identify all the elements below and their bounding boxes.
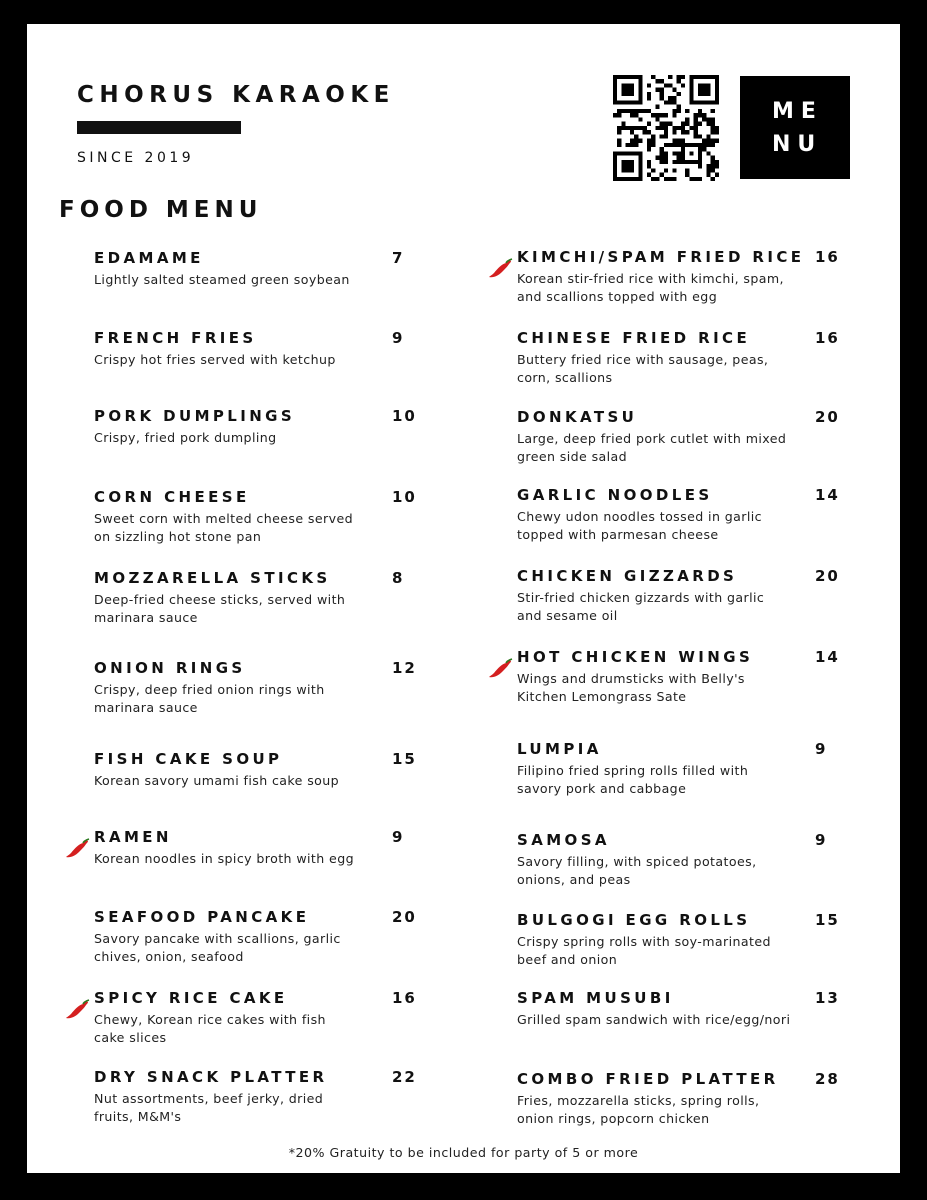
menu-item-price: 9: [815, 740, 828, 758]
menu-item-name: RAMEN: [94, 828, 172, 846]
menu-item-name: COMBO FRIED PLATTER: [517, 1070, 779, 1088]
menu-badge-line-2: NU: [772, 131, 823, 157]
menu-item-name: CHINESE FRIED RICE: [517, 329, 751, 347]
chili-pepper-icon: [66, 838, 92, 860]
menu-badge-line-1: ME: [772, 98, 823, 124]
brand-underline-bar: [77, 121, 241, 134]
chili-pepper-icon: [66, 999, 92, 1021]
menu-item: [517, 567, 847, 627]
menu-item-price: 12: [392, 659, 417, 677]
menu-item-price: 15: [815, 911, 840, 929]
menu-item: [517, 989, 847, 1049]
menu-item-price: 7: [392, 249, 405, 267]
menu-item: [94, 407, 424, 467]
menu-item-description: Nut assortments, beef jerky, dried fruits, M&M's: [94, 1091, 324, 1124]
menu-item-description: Filipino fried spring rolls filled with savory pork and cabbage: [517, 763, 749, 796]
menu-item-price: 9: [392, 828, 405, 846]
menu-item-price: 16: [815, 248, 840, 266]
menu-item: [517, 329, 847, 389]
menu-item-name: FRENCH FRIES: [94, 329, 257, 347]
menu-item-name: MOZZARELLA STICKS: [94, 569, 331, 587]
gratuity-footnote: *20% Gratuity to be included for party of 5 or more: [288, 1145, 639, 1160]
menu-item: [517, 831, 847, 891]
chili-pepper-icon: [489, 258, 515, 280]
menu-item-description: Lightly salted steamed green soybean: [94, 272, 350, 287]
menu-item-price: 14: [815, 648, 840, 666]
menu-item: [94, 488, 424, 548]
menu-item: [94, 659, 424, 719]
menu-item-description: Crispy, deep fried onion rings with marinara sauce: [94, 682, 325, 715]
menu-item-name: SEAFOOD PANCAKE: [94, 908, 310, 926]
menu-item-description: Chewy udon noodles tossed in garlic topped with parmesan cheese: [517, 509, 762, 542]
menu-item-price: 15: [392, 750, 417, 768]
menu-item-description: Grilled spam sandwich with rice/egg/nori: [517, 1012, 791, 1027]
menu-item: [517, 486, 847, 546]
menu-item-description: Crispy, fried pork dumpling: [94, 430, 277, 445]
qr-code-icon[interactable]: [613, 75, 719, 181]
menu-item: [94, 329, 424, 389]
menu-badge: [740, 76, 850, 179]
chili-pepper-icon: [489, 658, 515, 680]
section-title: FOOD MENU: [59, 197, 263, 223]
menu-item-description: Korean savory umami fish cake soup: [94, 773, 340, 788]
menu-item-price: 9: [815, 831, 828, 849]
menu-item-description: Chewy, Korean rice cakes with fish cake slices: [94, 1012, 326, 1045]
menu-page: [27, 24, 900, 1173]
menu-item-name: LUMPIA: [517, 740, 602, 758]
menu-item-name: PORK DUMPLINGS: [94, 407, 296, 425]
menu-item-price: 28: [815, 1070, 840, 1088]
menu-item-name: KIMCHI/SPAM FRIED RICE: [517, 248, 805, 266]
menu-item-price: 13: [815, 989, 840, 1007]
menu-item-description: Large, deep fried pork cutlet with mixed green side salad: [517, 431, 787, 464]
menu-item-price: 8: [392, 569, 405, 587]
menu-item-description: Wings and drumsticks with Belly's Kitchen Lemongrass Sate: [517, 671, 745, 704]
since-label: SINCE 2019: [77, 150, 195, 166]
menu-item: [517, 740, 847, 800]
menu-item-price: 9: [392, 329, 405, 347]
menu-item-description: Savory pancake with scallions, garlic chives, onion, seafood: [94, 931, 341, 964]
menu-item-description: Buttery fried rice with sausage, peas, corn, scallions: [517, 352, 769, 385]
menu-item-description: Deep-fried cheese sticks, served with marinara sauce: [94, 592, 346, 625]
menu-item-price: 16: [815, 329, 840, 347]
menu-item-name: DONKATSU: [517, 408, 638, 426]
menu-item-name: SAMOSA: [517, 831, 610, 849]
menu-item: [517, 408, 847, 468]
menu-item-price: 20: [392, 908, 417, 926]
menu-item-price: 20: [815, 408, 840, 426]
menu-item-description: Crispy hot fries served with ketchup: [94, 352, 336, 367]
menu-item-price: 10: [392, 488, 417, 506]
brand-name: CHORUS KARAOKE: [77, 82, 395, 108]
menu-item-name: CORN CHEESE: [94, 488, 250, 506]
menu-item-name: ONION RINGS: [94, 659, 246, 677]
menu-item-name: GARLIC NOODLES: [517, 486, 713, 504]
menu-item: [94, 750, 424, 810]
menu-item-description: Sweet corn with melted cheese served on sizzling hot stone pan: [94, 511, 354, 544]
menu-item-name: BULGOGI EGG ROLLS: [517, 911, 751, 929]
menu-item-description: Korean noodles in spicy broth with egg: [94, 851, 354, 866]
menu-item-description: Stir-fried chicken gizzards with garlic and sesame oil: [517, 590, 765, 623]
menu-item: [94, 1068, 424, 1128]
menu-item: [517, 648, 847, 708]
menu-item: [517, 248, 847, 308]
menu-item-name: EDAMAME: [94, 249, 204, 267]
menu-item-name: HOT CHICKEN WINGS: [517, 648, 754, 666]
menu-item: [94, 908, 424, 968]
menu-item-price: 14: [815, 486, 840, 504]
menu-item-price: 20: [815, 567, 840, 585]
menu-item: [517, 911, 847, 971]
menu-item: [94, 249, 424, 309]
menu-item-price: 16: [392, 989, 417, 1007]
menu-item-description: Korean stir-fried rice with kimchi, spam, and scallions topped with egg: [517, 271, 784, 304]
menu-item-name: FISH CAKE SOUP: [94, 750, 283, 768]
menu-item-name: CHICKEN GIZZARDS: [517, 567, 738, 585]
menu-item-name: SPICY RICE CAKE: [94, 989, 288, 1007]
menu-item: [94, 989, 424, 1049]
menu-item-price: 22: [392, 1068, 417, 1086]
menu-item: [517, 1070, 847, 1130]
menu-item: [94, 569, 424, 629]
menu-item-name: DRY SNACK PLATTER: [94, 1068, 328, 1086]
menu-item-name: SPAM MUSUBI: [517, 989, 674, 1007]
menu-item: [94, 828, 424, 888]
menu-item-description: Crispy spring rolls with soy-marinated beef and onion: [517, 934, 771, 967]
menu-item-description: Fries, mozzarella sticks, spring rolls, onion rings, popcorn chicken: [517, 1093, 760, 1126]
menu-item-price: 10: [392, 407, 417, 425]
menu-item-description: Savory filling, with spiced potatoes, onions, and peas: [517, 854, 757, 887]
